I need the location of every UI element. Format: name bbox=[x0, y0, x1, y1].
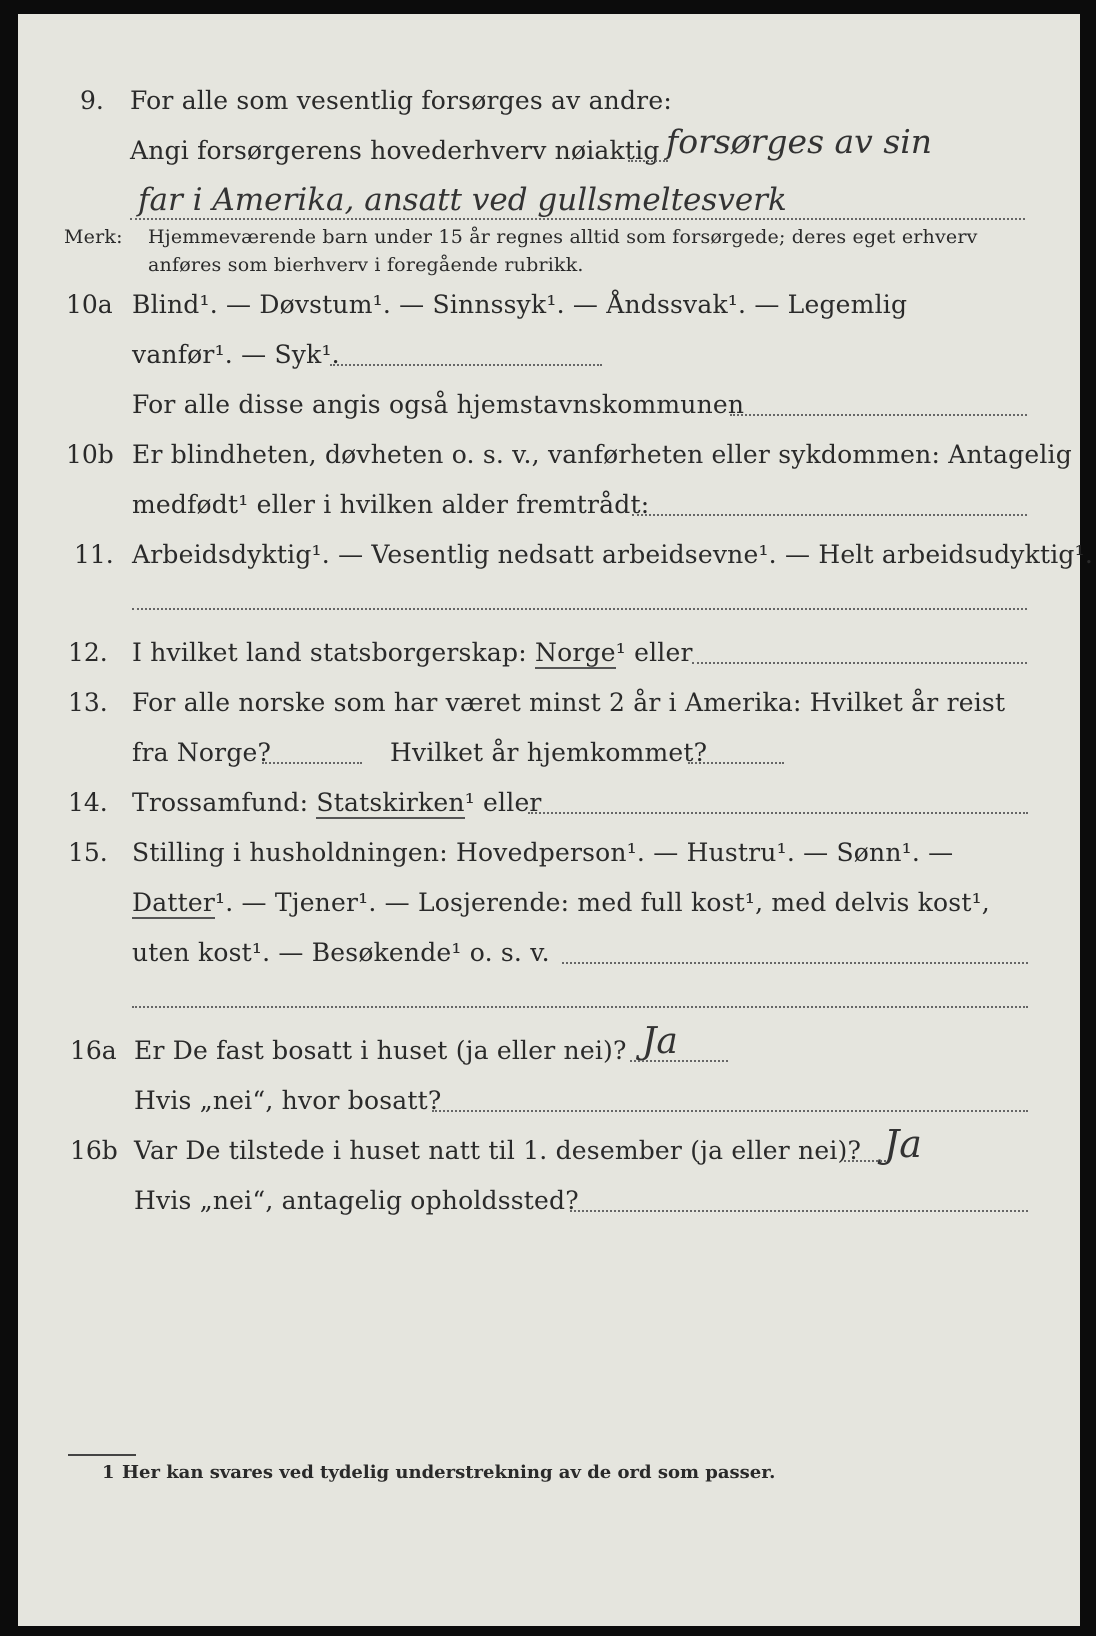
q9-dotted-line bbox=[628, 160, 668, 162]
q10a-line2: vanfør¹. — Syk¹. bbox=[132, 340, 340, 369]
q10a-line1: Blind¹. — Døvstum¹. — Sinnssyk¹. — Åndssvak¹. — Legemlig bbox=[132, 290, 908, 319]
merk-line1: Hjemmeværende barn under 15 år regnes alltid som forsørgede; deres eget erhverv bbox=[148, 226, 978, 248]
q10a-number: 10a bbox=[66, 290, 113, 319]
q16a-dotted-line-2 bbox=[432, 1110, 1028, 1112]
q15-dotted-line bbox=[562, 962, 1028, 964]
q13-number: 13. bbox=[68, 688, 108, 717]
q9-dotted-line-2 bbox=[130, 218, 1025, 220]
q13-line2b: Hvilket år hjemkommet? bbox=[390, 738, 708, 767]
q15-line2-rest: ¹. — Tjener¹. — Losjerende: med full kost¹, med delvis kost¹, bbox=[215, 888, 990, 917]
q16b-line2: Hvis „nei“, antagelig opholdssted? bbox=[134, 1186, 579, 1215]
q13-dotted-line-b bbox=[688, 762, 784, 764]
footnote-rule bbox=[68, 1454, 136, 1456]
q12-suffix: ¹ eller bbox=[615, 638, 693, 667]
q16b-dotted-line bbox=[844, 1160, 886, 1162]
q9-handwritten-answer-1: forsørges av sin bbox=[666, 122, 933, 161]
q12-line bbox=[132, 638, 693, 668]
q15-line2 bbox=[132, 888, 990, 918]
q16a-dotted-line bbox=[630, 1060, 728, 1062]
q14-line bbox=[132, 788, 542, 818]
q14-number: 14. bbox=[68, 788, 108, 817]
q16b-line1: Var De tilstede i huset natt til 1. desember (ja eller nei)? bbox=[134, 1136, 862, 1165]
q13-line2a: fra Norge? bbox=[132, 738, 272, 767]
q15-number: 15. bbox=[68, 838, 108, 867]
q9-handwritten-answer-2: far i Amerika, ansatt ved gullsmeltesverk bbox=[138, 182, 787, 218]
q10b-number: 10b bbox=[66, 440, 114, 469]
q15-answer-datter: Datter bbox=[132, 888, 215, 917]
q12-number: 12. bbox=[68, 638, 108, 667]
q16a-handwritten-answer: Ja bbox=[642, 1021, 678, 1062]
q12-dotted-line bbox=[692, 662, 1027, 664]
q16b-dotted-line-2 bbox=[570, 1210, 1028, 1212]
q10a-dotted-line bbox=[330, 364, 602, 366]
census-form-page bbox=[18, 14, 1093, 1626]
q16a-number: 16a bbox=[70, 1036, 117, 1065]
merk-line2: anføres som bierhverv i foregående rubrikk. bbox=[148, 254, 584, 276]
q9-line1: For alle som vesentlig forsørges av andre: bbox=[130, 86, 672, 115]
q10b-line1: Er blindheten, døvheten o. s. v., vanførheten eller sykdommen: Antagelig bbox=[132, 440, 1072, 469]
q10b-line2: medfødt¹ eller i hvilken alder fremtrådt: bbox=[132, 490, 650, 519]
q10a-line3: For alle disse angis også hjemstavnskommunen bbox=[132, 390, 745, 419]
q11-dotted-line bbox=[132, 608, 1027, 610]
q10a-dotted-line-2 bbox=[730, 414, 1027, 416]
q9-line2: Angi forsørgerens hovederhverv nøiaktig bbox=[130, 136, 660, 165]
q12-label: I hvilket land statsborgerskap: bbox=[132, 638, 527, 667]
q14-suffix: ¹ eller bbox=[464, 788, 542, 817]
q16a-line1: Er De fast bosatt i huset (ja eller nei)? bbox=[134, 1036, 627, 1065]
q16b-number: 16b bbox=[70, 1136, 118, 1165]
q14-label: Trossamfund: bbox=[132, 788, 309, 817]
q11-line1: Arbeidsdyktig¹. — Vesentlig nedsatt arbeidsevne¹. — Helt arbeidsudyktig¹. bbox=[132, 540, 1093, 569]
q13-dotted-line-a bbox=[262, 762, 362, 764]
q15-line3: uten kost¹. — Besøkende¹ o. s. v. bbox=[132, 938, 550, 967]
q15-dotted-line-2 bbox=[132, 1006, 1028, 1008]
q9-number: 9. bbox=[80, 86, 104, 115]
q16a-line2: Hvis „nei“, hvor bosatt? bbox=[134, 1086, 442, 1115]
q13-line1: For alle norske som har været minst 2 år i Amerika: Hvilket år reist bbox=[132, 688, 1006, 717]
q12-answer-norge: Norge bbox=[535, 638, 616, 667]
q15-line1: Stilling i husholdningen: Hovedperson¹. — Hustru¹. — Sønn¹. — bbox=[132, 838, 954, 867]
q10b-dotted-line bbox=[632, 514, 1027, 516]
footnote-text: Her kan svares ved tydelig understrekning av de ord som passer. bbox=[122, 1462, 776, 1483]
q11-number: 11. bbox=[74, 540, 114, 569]
q16b-handwritten-answer: Ja bbox=[884, 1122, 922, 1166]
merk-label: Merk: bbox=[64, 226, 123, 248]
footnote-mark: 1 bbox=[102, 1462, 115, 1483]
q14-dotted-line bbox=[528, 812, 1028, 814]
q14-answer-statskirken: Statskirken bbox=[316, 788, 465, 817]
